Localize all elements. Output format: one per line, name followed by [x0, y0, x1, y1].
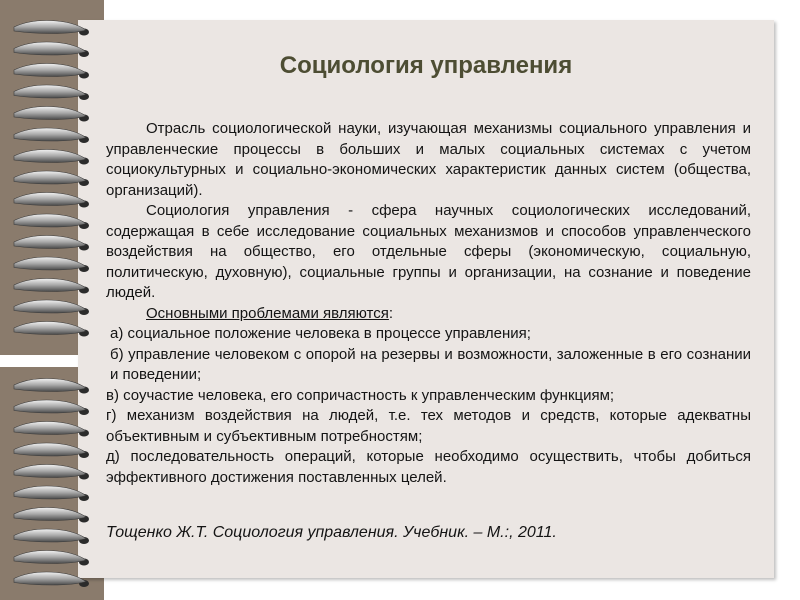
spiral-ring: [14, 465, 89, 480]
spiral-ring: [14, 572, 89, 587]
spiral-ring: [14, 21, 89, 36]
reference-citation: Тощенко Ж.Т. Социология управления. Учебник. – М.:, 2011.: [106, 524, 557, 541]
spiral-ring: [14, 214, 89, 229]
spiral-ring: [14, 400, 89, 415]
spiral-binding: [0, 0, 110, 600]
definition-paragraph: Отрасль социологической науки, изучающая механизмы социального управления и управленческие процессы в больших и малых социальных системах с учетом социокультурных и социально-экономических характеристик данных систем (общества, организаций).: [106, 120, 751, 199]
problems-heading: Основными проблемами являются: [146, 304, 389, 322]
spiral-ring: [14, 300, 89, 315]
spiral-ring: [14, 236, 89, 251]
spiral-ring: [14, 128, 89, 143]
spiral-ring: [14, 150, 89, 165]
problem-item-v: в) соучастие человека, его сопричастность к управленческим функциям;: [106, 386, 615, 404]
spiral-ring: [14, 322, 89, 337]
spiral-ring: [14, 443, 89, 458]
spiral-ring: [14, 107, 89, 122]
spiral-ring: [14, 486, 89, 501]
problem-item-g: г) механизм воздействия на людей, т.е. тех методов и средств, которые адекватны объективным и субъективным потребностям;: [106, 407, 751, 445]
slide-title: Социология управления: [279, 52, 573, 79]
spiral-ring: [14, 193, 89, 208]
problem-item-d: д) последовательность операций, которые необходимо осуществить, чтобы добиться эффективного достижения поставленных целей.: [106, 448, 751, 486]
spiral-ring: [14, 422, 89, 437]
problems-heading-colon: :: [388, 304, 394, 322]
spiral-ring: [14, 379, 89, 394]
problem-item-b: б) управление человеком с опорой на резервы и возможности, заложенные в его сознании и поведении;: [110, 345, 751, 383]
spiral-ring: [14, 529, 89, 544]
slide-body: [106, 119, 751, 488]
problem-item-a: а) социальное положение человека в процессе управления;: [110, 325, 531, 342]
spiral-ring: [14, 551, 89, 566]
spiral-ring: [14, 508, 89, 523]
problems-heading-line: [106, 304, 751, 325]
spiral-ring: [14, 279, 89, 294]
spiral-ring: [14, 85, 89, 100]
spiral-ring: [14, 257, 89, 272]
spiral-ring: [14, 171, 89, 186]
description-paragraph: Социология управления - сфера научных социологических исследований, содержащая в себе исследование социальных механизмов и способов управленческого воздействия на общество, его отдельные сферы (экономическую, социальную, политическую, духовную), социальные группы и организации, на сознание и поведение людей.: [106, 202, 751, 301]
